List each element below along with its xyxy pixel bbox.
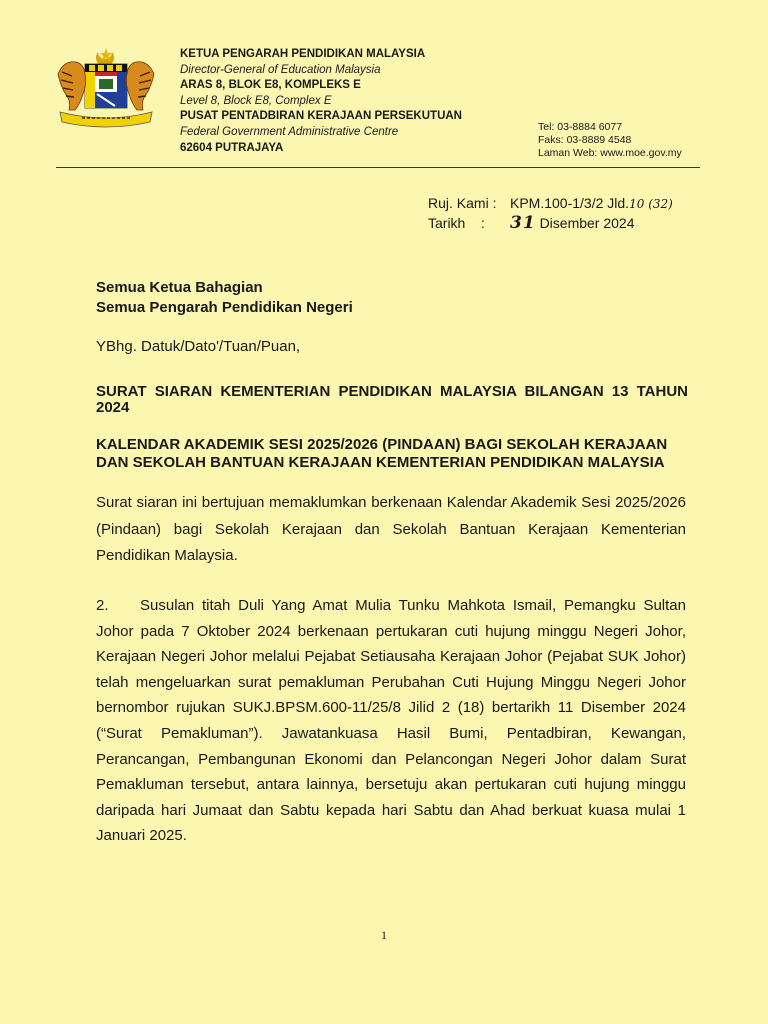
org-title: KETUA PENGARAH PENDIDIKAN MALAYSIA — [180, 48, 426, 60]
salutation: YBhg. Datuk/Dato'/Tuan/Puan, — [96, 338, 301, 355]
org-postcode: 62604 PUTRAJAYA — [180, 141, 284, 154]
subject-title: KALENDAR AKADEMIK SESI 2025/2026 (PINDAAN) BAGI SEKOLAH KERAJAAN DAN SEKOLAH BANTUAN KERAJAAN KEMENTERIAN PENDIDIKAN MALAYSIA — [96, 436, 668, 471]
tarikh-value: 31 Disember 2024 — [510, 213, 635, 233]
contact-info — [538, 121, 682, 161]
paragraph-2-text: Susulan titah Duli Yang Amat Mulia Tunku Mahkota Ismail, Pemangku Sultan Johor pada 7 Oktober 2024 berkenaan pertukaran cuti hujung minggu Negeri Johor, Kerajaan Negeri Johor melalui Pejabat Setiausaha Kerajaan Johor (Pejabat SUK Johor) telah mengeluarkan surat pemakluman Perubahan Cuti Hujung Minggu Negeri Johor bernombor rujukan SUKJ.BPSM.600-11/25/8 Jilid 2 (18) bertarikh 11 Disember 2024 (“Surat Pemakluman”). Jawatankuasa Hasil Bumi, Pentadbiran, Kewangan, Perancangan, Pembangunan Ekonomi dan Pelancongan Negeri Johor dalam Surat Pemakluman tersebut, antara lainnya, bersetuju akan pertukaran cuti hujung minggu daripada hari Jumaat dan Sabtu kepada hari Sabtu dan Ahad berkuat kuasa mulai 1 Januari 2025. — [96, 597, 686, 845]
ruj-handwritten-2: (32) — [648, 197, 673, 211]
org-title-en: Director-General of Education Malaysia — [180, 63, 381, 76]
recipient: Semua Ketua Bahagian — [96, 279, 263, 296]
recipients — [96, 278, 353, 318]
circular-title: SURAT SIARAN KEMENTERIAN PENDIDIKAN MALAYSIA BILANGAN 13 TAHUN 2024 — [96, 383, 688, 416]
org-level-en: Level 8, Block E8, Complex E — [180, 94, 332, 107]
tarikh-label: Tarikh : — [428, 215, 485, 231]
paragraph-2 — [96, 593, 686, 849]
tarikh-handwritten-day: 31 — [510, 213, 536, 233]
ruj-handwritten: 10 — [629, 197, 645, 211]
reference-block — [428, 194, 673, 233]
organization-address — [180, 47, 462, 156]
recipient: Semua Pengarah Pendidikan Negeri — [96, 299, 353, 316]
paragraph-1: Surat siaran ini bertujuan memaklumkan berkenaan Kalendar Akademik Sesi 2025/2026 (Pindaan) bagi Sekolah Kerajaan dan Sekolah Bantuan Kerajaan Kementerian Pendidikan Malaysia. — [96, 494, 686, 564]
tel: Tel: 03-8884 6077 — [538, 121, 623, 133]
ruj-value: KPM.100-1/3/2 Jld.10 (32) — [510, 195, 673, 211]
paragraph-number: 2. — [96, 597, 109, 614]
org-level: ARAS 8, BLOK E8, KOMPLEKS E — [180, 79, 361, 92]
website: Laman Web: www.moe.gov.my — [538, 147, 682, 160]
page-number: 1 — [381, 928, 387, 942]
org-centre: PUSAT PENTADBIRAN KERAJAAN PERSEKUTUAN — [180, 110, 462, 123]
malaysia-coat-of-arms-logo — [52, 46, 160, 128]
ruj-label: Ruj. Kami : — [428, 195, 497, 211]
org-centre-en: Federal Government Administrative Centre — [180, 125, 399, 138]
fax: Faks: 03-8889 4548 — [538, 134, 632, 147]
header-divider — [56, 167, 700, 168]
